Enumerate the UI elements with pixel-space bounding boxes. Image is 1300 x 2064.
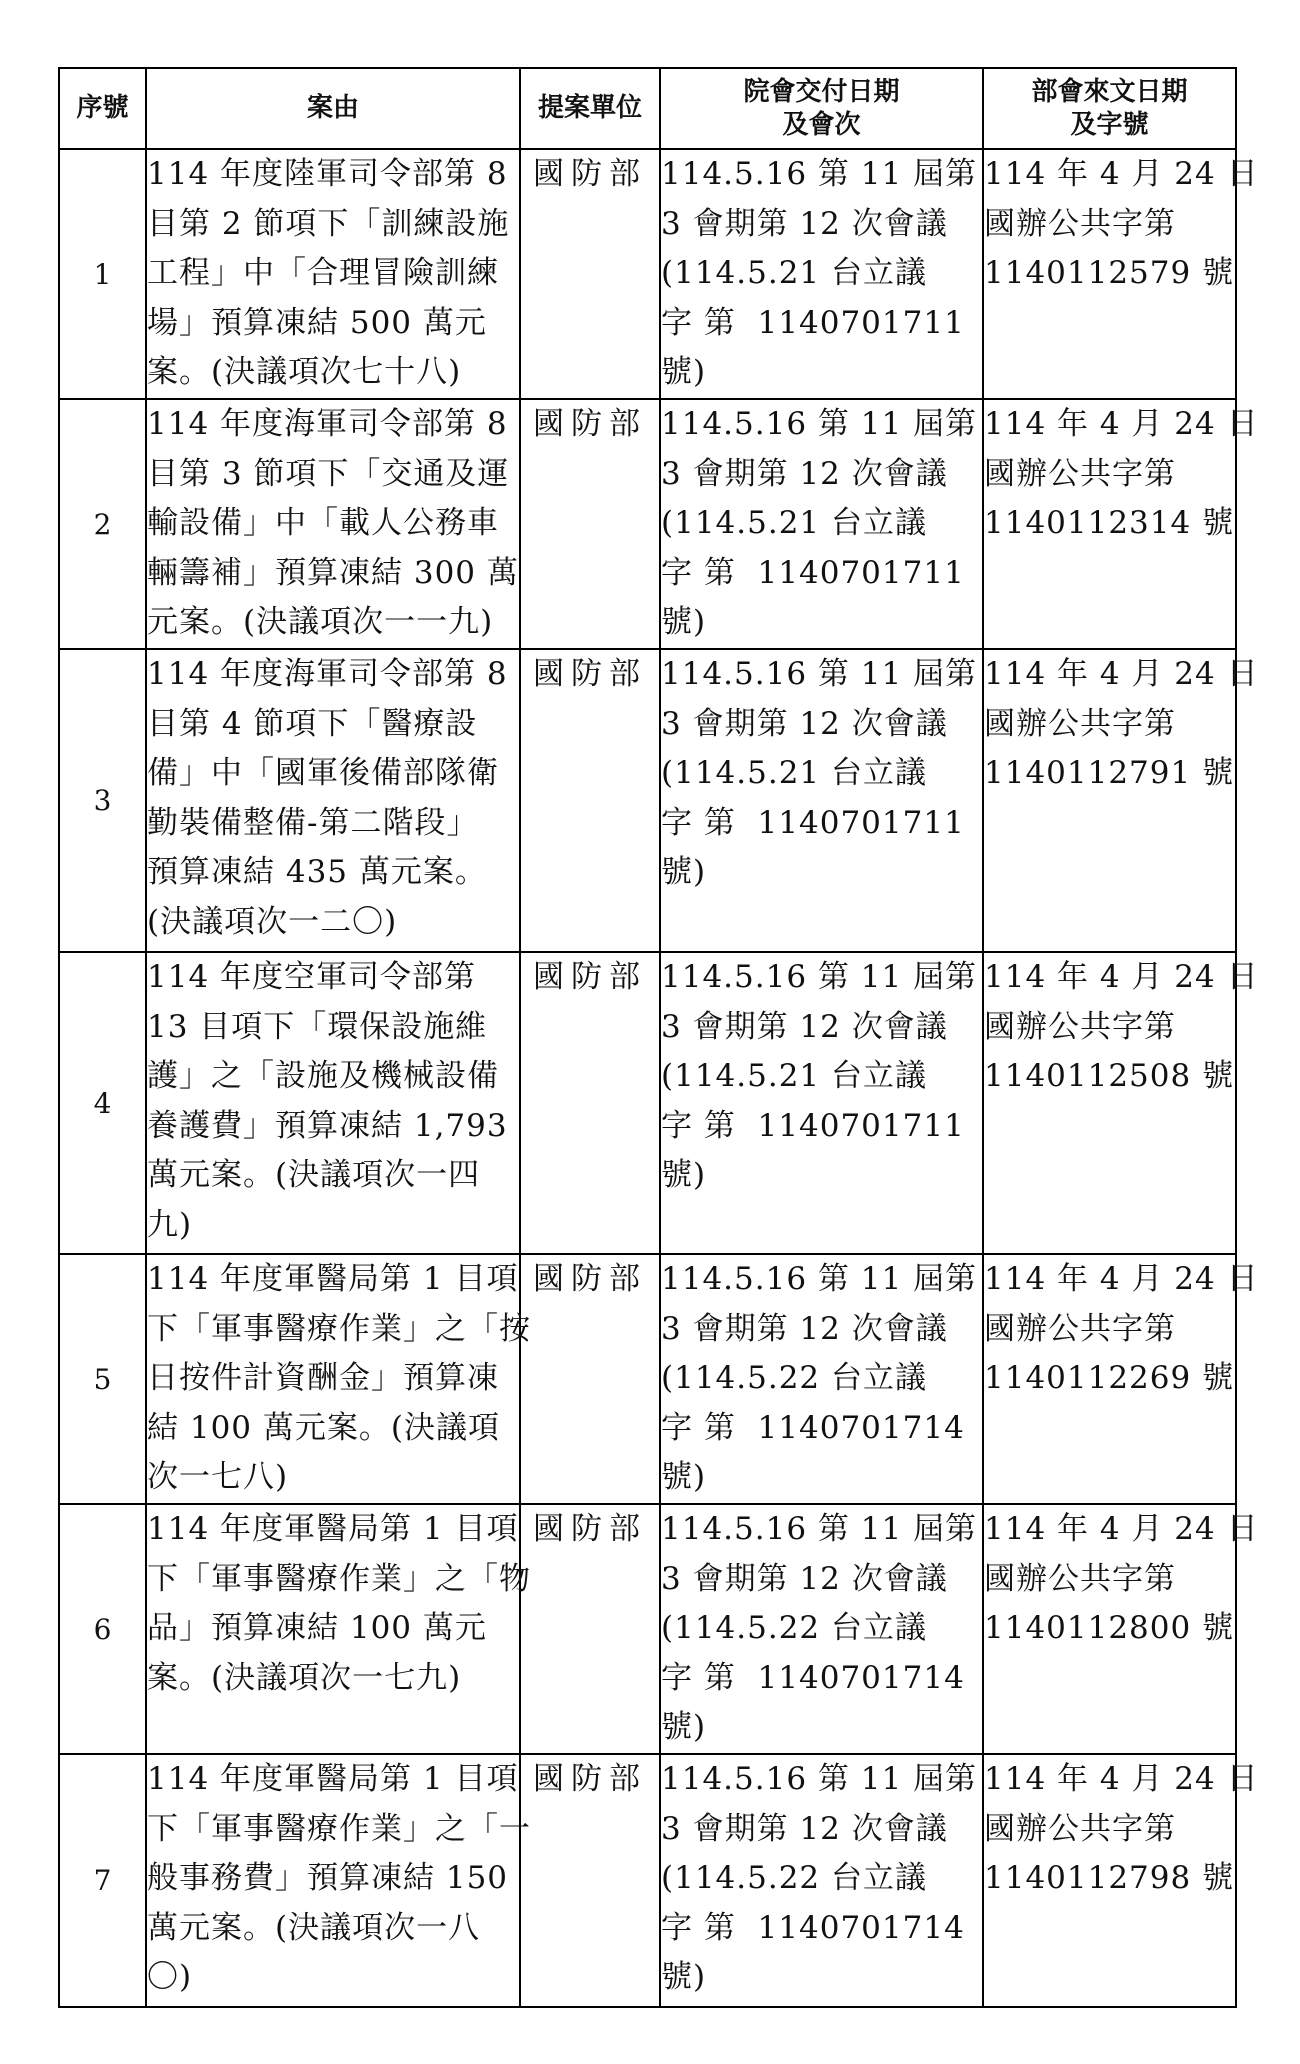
table-body <box>59 149 1259 2007</box>
row-reason-line: 勤裝備整備-第二階段」 <box>147 804 479 841</box>
row-unit: 國防部 <box>520 1504 660 1754</box>
row-doc-line: 1140112508 號 <box>984 1058 1235 1094</box>
row-session-line: (114.5.21 台立議 <box>661 505 927 541</box>
row-reason-line: 13 目項下「環保設施維 <box>147 1008 488 1045</box>
row-doc-line: 1140112791 號 <box>984 755 1235 791</box>
row-session-line: 114.5.16 第 11 屆第 <box>661 406 978 442</box>
row-unit: 國防部 <box>520 649 660 952</box>
row-session-line: 114.5.16 第 11 屆第 <box>661 1261 978 1297</box>
row-reason-line: 九) <box>147 1206 193 1243</box>
row-reason-line: 114 年度空軍司令部第 <box>147 959 477 995</box>
row-reason-line: 下「軍事醫療作業」之「物 <box>147 1560 531 1597</box>
row-reason-line: 般事務費」預算凍結 150 <box>147 1860 509 1896</box>
row-doc-line: 114 年 4 月 24 日 <box>984 1261 1259 1297</box>
row-session-line: 號) <box>661 1709 707 1745</box>
header-seq: 序號 <box>59 68 146 149</box>
row-doc <box>983 1504 1259 1754</box>
row-session-line: 字 第 1140701711 <box>661 304 965 341</box>
row-reason-line: 114 年度陸軍司令部第 8 <box>147 156 508 192</box>
row-session-line: (114.5.21 台立議 <box>661 755 927 791</box>
row-session-line: 字 第 1140701714 <box>661 1409 965 1446</box>
row-doc-line: 國辦公共字第 <box>984 1008 1176 1045</box>
row-reason-line: 114 年度海軍司令部第 8 <box>147 656 508 692</box>
row-doc-line: 114 年 4 月 24 日 <box>984 656 1259 692</box>
row-reason-line: 結 100 萬元案。(決議項 <box>147 1409 500 1446</box>
budget-freeze-table <box>58 67 1259 2008</box>
row-doc-line: 1140112798 號 <box>984 1860 1235 1896</box>
row-session-line: (114.5.22 台立議 <box>661 1610 927 1646</box>
row-reason-line: 護」之「設施及機械設備 <box>147 1058 499 1094</box>
row-session-line: 字 第 1140701711 <box>661 804 965 841</box>
row-session-line: 號) <box>661 1959 707 1995</box>
row-doc <box>983 952 1259 1254</box>
row-reason-line: 114 年度海軍司令部第 8 <box>147 406 508 442</box>
row-doc <box>983 1254 1259 1504</box>
table-row <box>59 1504 1236 1754</box>
row-doc-line: 國辦公共字第 <box>984 1810 1176 1847</box>
row-reason <box>146 1504 531 1754</box>
row-reason <box>146 649 520 952</box>
row-session-line: 114.5.16 第 11 屆第 <box>661 156 978 192</box>
row-doc-line: 114 年 4 月 24 日 <box>984 156 1259 192</box>
row-session <box>660 399 983 649</box>
row-doc <box>983 149 1259 399</box>
row-doc <box>983 1754 1259 2007</box>
header-doc-line2: 及字號 <box>1070 109 1149 140</box>
row-reason-line: 目第 3 節項下「交通及運 <box>147 455 510 492</box>
row-seq: 1 <box>59 149 146 399</box>
row-reason-line: 114 年度軍醫局第 1 目項 <box>147 1761 519 1797</box>
table-row <box>59 1254 1236 1504</box>
row-doc-line: 114 年 4 月 24 日 <box>984 1761 1259 1797</box>
row-unit: 國防部 <box>520 399 660 649</box>
row-reason-line: 目第 2 節項下「訓練設施 <box>147 205 510 242</box>
row-reason-line: 備」中「國軍後備部隊衛 <box>147 755 499 791</box>
row-reason-line: 萬元案。(決議項次一四 <box>147 1157 481 1193</box>
row-seq: 2 <box>59 399 146 649</box>
table-row <box>59 149 1236 399</box>
row-doc <box>983 399 1259 649</box>
row-reason <box>146 1754 531 2007</box>
row-session <box>660 1254 983 1504</box>
table-row <box>59 1754 1236 2007</box>
row-reason-line: 輸設備」中「載人公務車 <box>147 505 499 541</box>
row-reason-line: 114 年度軍醫局第 1 目項 <box>147 1261 519 1297</box>
row-session-line: 114.5.16 第 11 屆第 <box>661 1511 978 1547</box>
row-reason-line: 工程」中「合理冒險訓練 <box>147 255 499 291</box>
row-session-line: 114.5.16 第 11 屆第 <box>661 656 978 692</box>
row-session-line: 3 會期第 12 次會議 <box>661 1310 948 1347</box>
row-reason <box>146 952 520 1254</box>
row-session-line: 3 會期第 12 次會議 <box>661 1810 948 1847</box>
row-session-line: 3 會期第 12 次會議 <box>661 455 948 492</box>
row-seq: 4 <box>59 952 146 1254</box>
row-session <box>660 952 983 1254</box>
row-reason-line: 〇) <box>147 1959 193 1995</box>
row-doc-line: 1140112269 號 <box>984 1360 1235 1396</box>
table-row <box>59 649 1236 952</box>
row-reason-line: 下「軍事醫療作業」之「按 <box>147 1310 531 1347</box>
row-session-line: 字 第 1140701714 <box>661 1659 965 1696</box>
row-unit: 國防部 <box>520 1254 660 1504</box>
row-session <box>660 1504 983 1754</box>
row-session-line: 號) <box>661 854 707 890</box>
table-row <box>59 399 1236 649</box>
row-session-line: 字 第 1140701714 <box>661 1909 965 1946</box>
row-doc-line: 1140112579 號 <box>984 255 1235 291</box>
row-seq: 7 <box>59 1754 146 2007</box>
table-row <box>59 952 1236 1254</box>
row-doc-line: 國辦公共字第 <box>984 705 1176 742</box>
row-reason-line: (決議項次一二〇) <box>147 903 398 940</box>
row-session-line: (114.5.22 台立議 <box>661 1860 927 1896</box>
row-session-line: 字 第 1140701711 <box>661 554 965 591</box>
row-reason-line: 養護費」預算凍結 1,793 <box>147 1107 508 1144</box>
row-reason-line: 案。(決議項次一七九) <box>147 1659 462 1696</box>
row-reason-line: 114 年度軍醫局第 1 目項 <box>147 1511 519 1547</box>
row-doc-line: 國辦公共字第 <box>984 455 1176 492</box>
row-seq: 6 <box>59 1504 146 1754</box>
row-session <box>660 149 983 399</box>
row-session-line: 114.5.16 第 11 屆第 <box>661 959 978 995</box>
header-session <box>660 68 983 149</box>
row-doc <box>983 649 1259 952</box>
row-reason-line: 次一七八) <box>147 1459 289 1495</box>
header-doc-line1: 部會來文日期 <box>1031 76 1188 107</box>
row-session-line: 號) <box>661 604 707 640</box>
row-seq: 3 <box>59 649 146 952</box>
row-reason-line: 輛籌補」預算凍結 300 萬 <box>147 554 519 591</box>
row-reason-line: 日按件計資酬金」預算凍 <box>147 1360 499 1396</box>
row-seq: 5 <box>59 1254 146 1504</box>
row-session-line: (114.5.21 台立議 <box>661 255 927 291</box>
row-reason-line: 預算凍結 435 萬元案。 <box>147 854 487 890</box>
row-session-line: 114.5.16 第 11 屆第 <box>661 1761 978 1797</box>
row-reason <box>146 399 520 649</box>
header-session-line1: 院會交付日期 <box>743 76 900 107</box>
row-reason <box>146 149 520 399</box>
header-reason: 案由 <box>146 68 520 149</box>
row-session-line: 3 會期第 12 次會議 <box>661 1008 948 1045</box>
row-doc-line: 1140112800 號 <box>984 1610 1235 1646</box>
row-reason-line: 元案。(決議項次一一九) <box>147 604 494 640</box>
row-session-line: 號) <box>661 354 707 390</box>
row-unit: 國防部 <box>520 952 660 1254</box>
header-session-line2: 及會次 <box>782 109 861 140</box>
row-reason-line: 萬元案。(決議項次一八 <box>147 1909 481 1946</box>
row-session <box>660 649 983 952</box>
header-doc <box>983 68 1236 149</box>
row-reason-line: 下「軍事醫療作業」之「一 <box>147 1810 531 1847</box>
header-unit: 提案單位 <box>520 68 660 149</box>
row-doc-line: 114 年 4 月 24 日 <box>984 406 1259 442</box>
row-doc-line: 114 年 4 月 24 日 <box>984 1511 1259 1547</box>
row-unit: 國防部 <box>520 149 660 399</box>
row-reason-line: 案。(決議項次七十八) <box>147 354 462 390</box>
row-doc-line: 1140112314 號 <box>984 505 1235 541</box>
row-doc-line: 114 年 4 月 24 日 <box>984 959 1259 995</box>
row-doc-line: 國辦公共字第 <box>984 1560 1176 1597</box>
row-session <box>660 1754 983 2007</box>
row-session-line: 號) <box>661 1157 707 1193</box>
row-session-line: 3 會期第 12 次會議 <box>661 1560 948 1597</box>
row-reason <box>146 1254 531 1504</box>
row-session-line: 字 第 1140701711 <box>661 1107 965 1144</box>
row-session-line: (114.5.21 台立議 <box>661 1058 927 1094</box>
row-doc-line: 國辦公共字第 <box>984 1310 1176 1347</box>
row-session-line: 號) <box>661 1459 707 1495</box>
row-reason-line: 目第 4 節項下「醫療設 <box>147 705 478 742</box>
row-unit: 國防部 <box>520 1754 660 2007</box>
row-session-line: 3 會期第 12 次會議 <box>661 705 948 742</box>
table-header-row <box>59 68 1236 149</box>
row-reason-line: 場」預算凍結 500 萬元 <box>147 304 487 341</box>
row-session-line: 3 會期第 12 次會議 <box>661 205 948 242</box>
row-session-line: (114.5.22 台立議 <box>661 1360 927 1396</box>
row-reason-line: 品」預算凍結 100 萬元 <box>147 1610 487 1646</box>
row-doc-line: 國辦公共字第 <box>984 205 1176 242</box>
